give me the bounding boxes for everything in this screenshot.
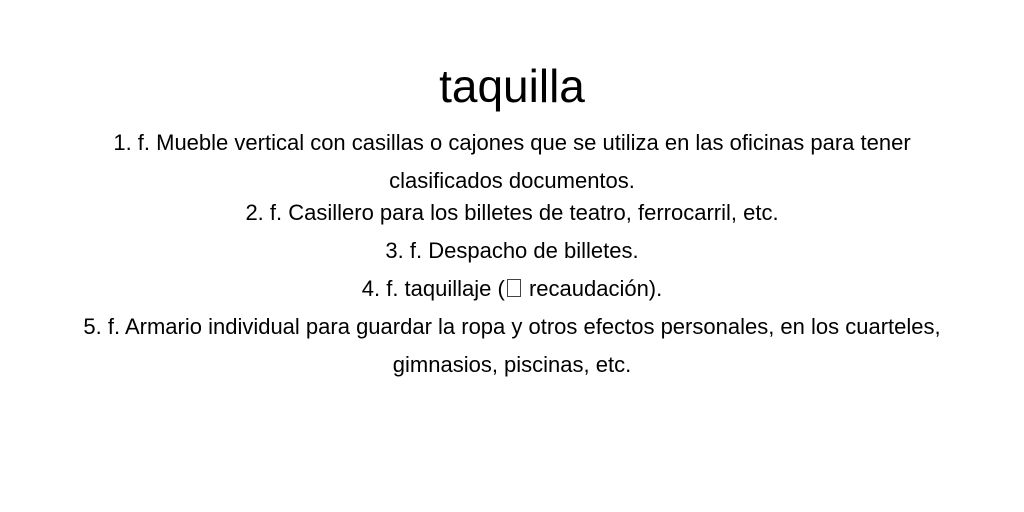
headword: taquilla <box>439 60 585 112</box>
missing-glyph-icon <box>507 279 521 297</box>
sense-1: 1. f. Mueble vertical con casillas o cajones que se utiliza en las oficinas para tener clasificados documentos. <box>113 130 911 193</box>
sense-5: 5. f. Armario individual para guardar la ropa y otros efectos personales, en los cuarteles, gimnasios, piscinas, etc. <box>83 314 941 377</box>
sense-4-prefix: 4. f. taquillaje ( <box>361 276 505 301</box>
sense-2: 2. f. Casillero para los billetes de teatro, ferrocarril, etc. <box>245 200 779 225</box>
sense-list <box>0 124 1024 384</box>
sense-3: 3. f. Despacho de billetes. <box>385 238 639 263</box>
sense-4-suffix: recaudación). <box>522 276 663 301</box>
sense-4 <box>67 270 957 308</box>
